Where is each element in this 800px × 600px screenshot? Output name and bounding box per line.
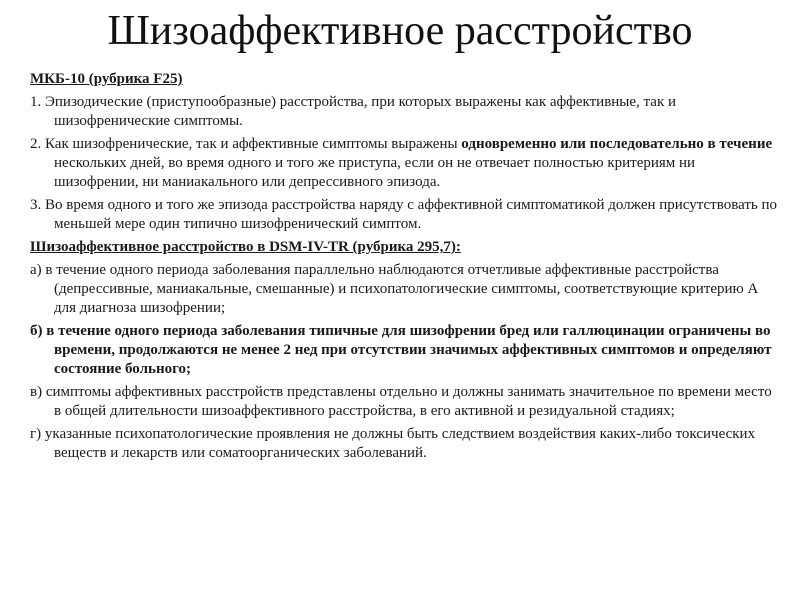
dsm-item-b: б) в течение одного периода заболевания типичные для шизофрении бред или галлюцинации ограничены во времени, продолжаются не менее 2 нед при отсутствии значимых аффективных симптомов и определяют состояние больного;	[30, 323, 772, 377]
icd-item-1: 1. Эпизодические (приступообразные) расстройства, при которых выражены как аффективные, так и шизофренические симптомы.	[30, 94, 677, 129]
dsm-item-a: а) в течение одного периода заболевания параллельно наблюдаются отчетливые аффективные расстройства (депрессивные, маниакальные, смешанные) и психопатологические симптомы, соответствующие критерию А для диагноза шизофрении;	[30, 262, 759, 316]
slide-title: Шизоаффективное расстройство	[107, 8, 693, 54]
dsm-item-v: в) симптомы аффективных расстройств представлены отдельно и должны занимать значительное по времени место в общей длительности шизоаффективного расстройства, в его активной и резидуальной стадиях;	[30, 384, 772, 419]
icd-item-2-start: 2. Как шизофренические, так и аффективные симптомы выражены	[30, 136, 462, 152]
icd-heading: МКБ-10 (рубрика F25)	[30, 71, 183, 87]
icd-item-2-bold: одновременно или последовательно в течение	[461, 136, 773, 152]
icd-item-2	[30, 135, 778, 192]
icd-item-2-end: нескольких дней, во время одного и того же приступа, если он не отвечает полностью критериям ни шизофрении, ни маниакального или депрессивного эпизода.	[54, 155, 696, 190]
dsm-heading: Шизоаффективное расстройство в DSM-IV-TR (рубрика 295,7):	[30, 239, 461, 255]
dsm-item-g: г) указанные психопатологические проявления не должны быть следствием воздействия каких-либо токсических веществ и лекарств или соматоорганических заболеваний.	[30, 426, 756, 461]
icd-item-3: 3. Во время одного и того же эпизода расстройства наряду с аффективной симптоматикой должен присутствовать по меньшей мере один типично шизофренический симптом.	[30, 197, 778, 232]
slide-content	[30, 70, 778, 467]
